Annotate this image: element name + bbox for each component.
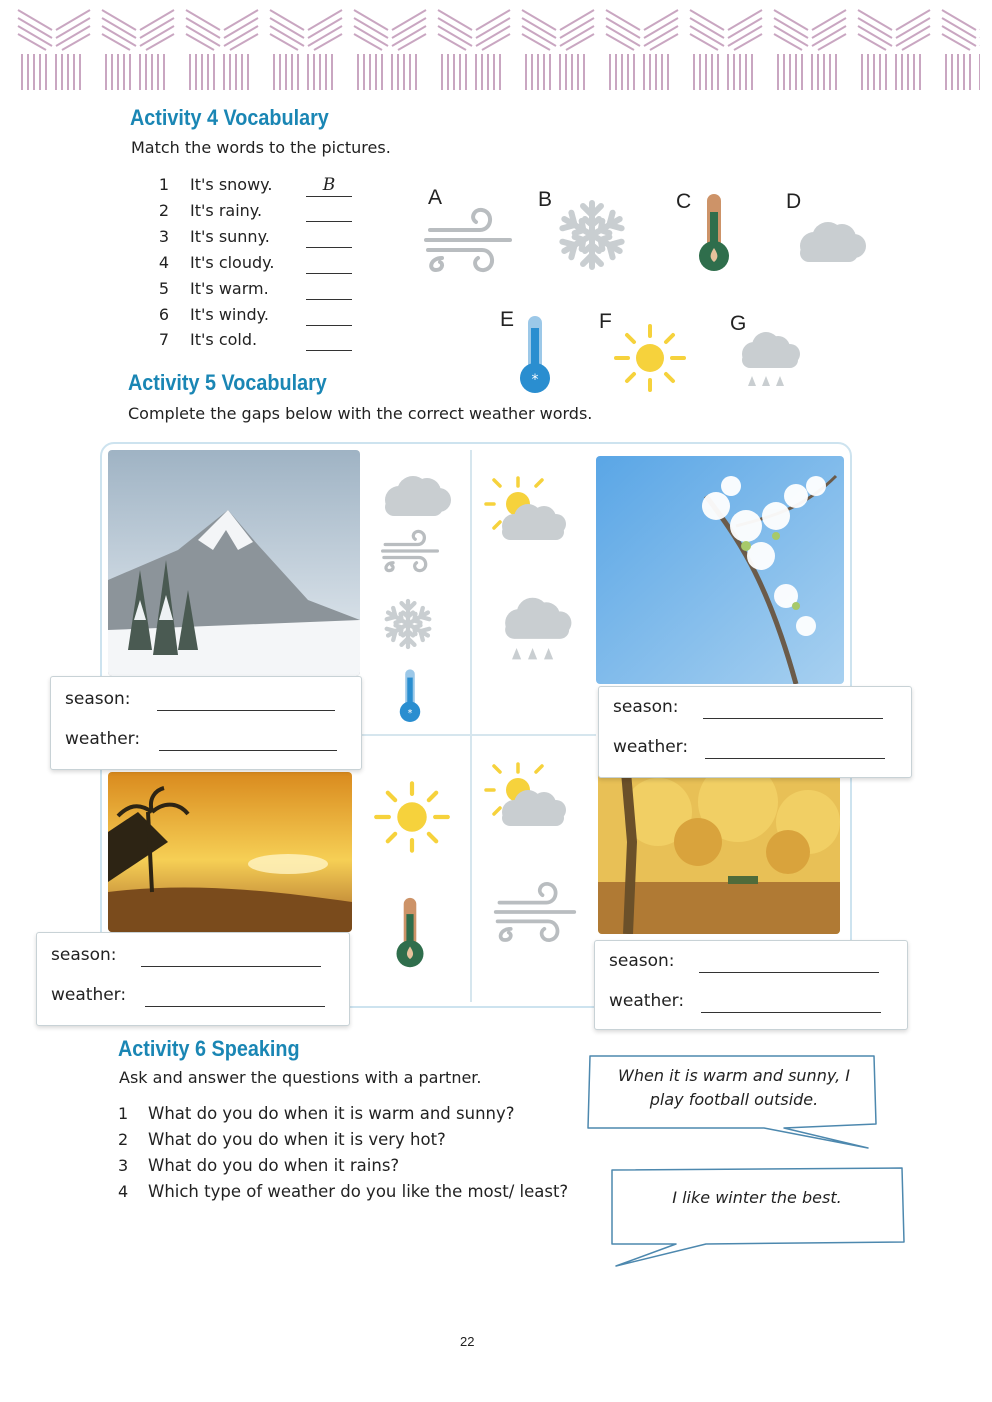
spring-label-box [598,686,912,778]
weather-label: weather: [65,729,141,749]
answer-blank[interactable] [306,227,352,248]
wind-icon [380,528,440,574]
snowflake-icon [553,196,631,274]
season-answer-line[interactable] [703,717,883,719]
warm-thermometer-icon [392,896,428,970]
summer-photo [108,772,352,932]
question-text: What do you do when it is very hot? [148,1130,446,1149]
item-number: 4 [158,253,169,272]
question-number: 2 [118,1130,129,1149]
item-text: It's windy. [190,305,269,324]
sun-icon [372,776,452,858]
spring-photo [596,456,844,684]
sun-icon [612,322,688,394]
answer-blank[interactable]: B [306,176,352,197]
answer-blank[interactable] [306,253,352,274]
item-text: It's sunny. [190,227,270,246]
item-number: 5 [158,279,169,298]
weather-label: weather: [51,985,127,1005]
item-number: 2 [158,201,169,220]
weather-answer-line[interactable] [701,1011,881,1013]
item-text: It's cloudy. [190,253,275,272]
cold-thermometer-icon [515,314,555,396]
panel-divider [470,450,472,1002]
snowflake-icon [380,596,436,652]
season-label: season: [65,689,131,709]
bubble1-line1: When it is warm and sunny, I [618,1066,850,1085]
decorative-banner [12,8,980,92]
winter-photo [108,450,360,676]
banner-pattern [12,8,980,92]
weather-answer-line[interactable] [145,1005,325,1007]
picture-letter-a: A [428,186,443,209]
answer-blank[interactable] [306,201,352,222]
item-number: 7 [158,330,169,349]
season-answer-line[interactable] [141,965,321,967]
picture-letter-d: D [786,190,802,213]
rain-cloud-icon [734,332,804,392]
activity6-instruction: Ask and answer the questions with a partner. [119,1068,482,1087]
question-number: 3 [118,1156,129,1175]
autumn-photo [598,772,840,934]
item-text: It's cold. [190,330,258,349]
autumn-label-box [594,940,908,1030]
answer-blank[interactable] [306,279,352,300]
item-number: 3 [158,227,169,246]
cold-thermometer-icon [394,668,426,724]
activity6-title: Activity 6 Speaking [118,1036,300,1061]
wind-icon [422,206,514,274]
sun-cloud-icon [484,474,574,548]
cloud-icon [375,470,455,520]
bubble2-text: I like winter the best. [672,1188,842,1207]
weather-label: weather: [613,737,689,757]
question-text: What do you do when it is warm and sunny? [148,1104,515,1123]
activity5-title: Activity 5 Vocabulary [128,370,327,395]
cloud-icon [790,216,870,266]
speech-bubble [606,1162,908,1274]
picture-letter-b: B [538,188,553,211]
season-label: season: [51,945,117,965]
season-answer-line[interactable] [157,709,335,711]
activity4-instruction: Match the words to the pictures. [131,138,391,157]
warm-thermometer-icon [694,192,734,274]
bubble1-line2: play football outside. [649,1090,819,1109]
summer-label-box [36,932,350,1026]
svg-text:*: * [407,707,413,719]
season-answer-line[interactable] [699,971,879,973]
rain-cloud-icon [496,594,576,670]
wind-icon [492,880,578,944]
answer-blank[interactable] [306,330,352,351]
item-text: It's warm. [190,279,269,298]
item-number: 1 [158,175,169,194]
question-text: Which type of weather do you like the most/ least? [148,1182,569,1201]
weather-label: weather: [609,991,685,1011]
winter-label-box [50,676,362,770]
sun-cloud-icon [484,760,574,834]
picture-letter-e: E [500,308,515,331]
question-number: 1 [118,1104,129,1123]
item-number: 6 [158,305,169,324]
weather-answer-line[interactable] [705,757,885,759]
question-text: What do you do when it rains? [148,1156,400,1175]
panel-divider [360,734,596,736]
season-label: season: [609,951,675,971]
svg-text:*: * [531,372,539,388]
weather-answer-line[interactable] [159,749,337,751]
season-label: season: [613,697,679,717]
item-text: It's snowy. [190,175,273,194]
activity5-instruction: Complete the gaps below with the correct weather words. [128,404,593,423]
answer-blank[interactable] [306,305,352,326]
question-number: 4 [118,1182,129,1201]
item-text: It's rainy. [190,201,263,220]
activity4-title: Activity 4 Vocabulary [130,105,329,130]
picture-letter-c: C [676,190,692,213]
picture-letter-g: G [730,312,747,335]
picture-letter-f: F [599,310,612,333]
page-number: 22 [460,1334,475,1349]
